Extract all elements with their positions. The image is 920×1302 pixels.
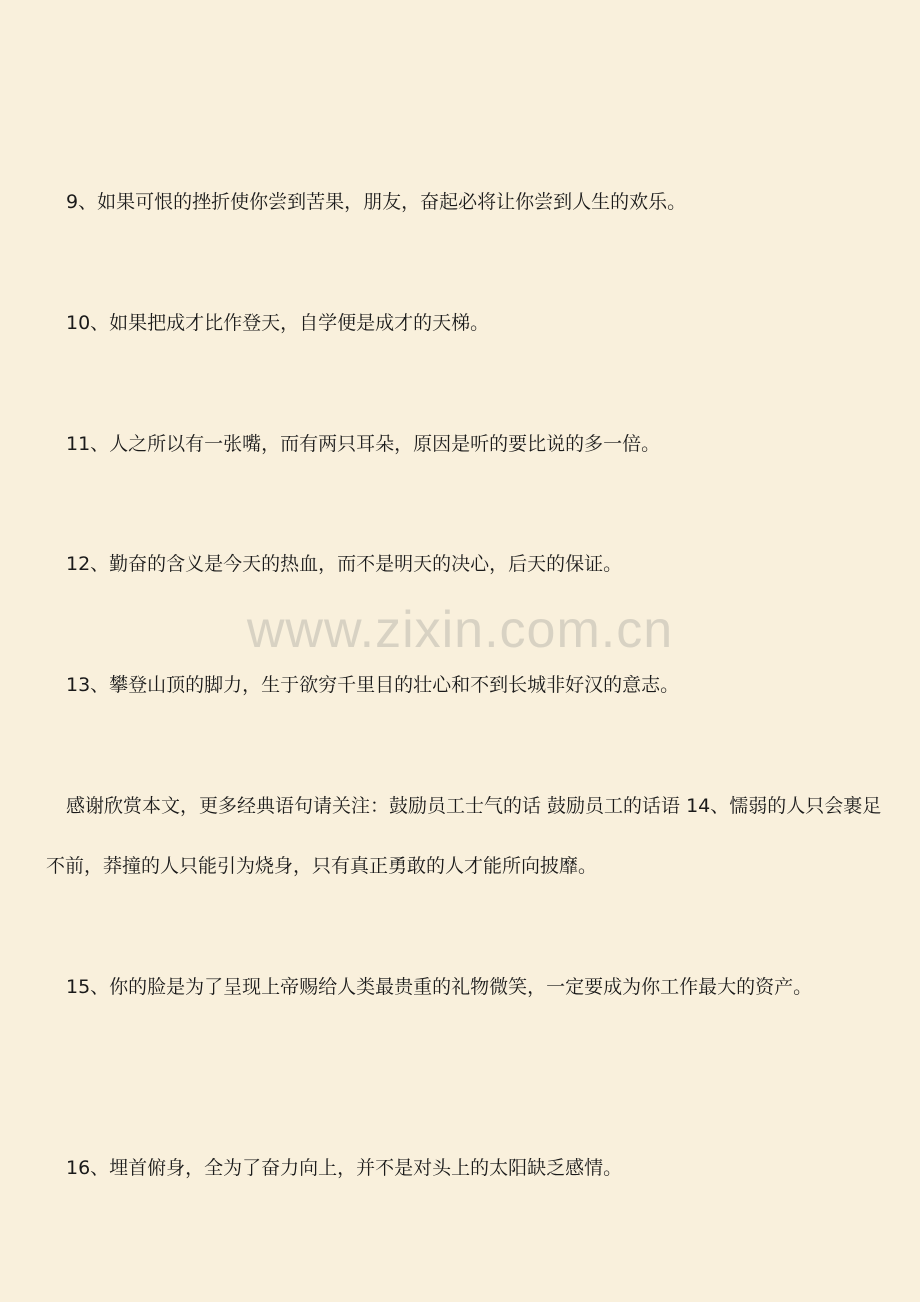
- paragraph-9: 9、如果可恨的挫折使你尝到苦果，朋友，奋起必将让你尝到人生的欢乐。: [66, 191, 687, 213]
- paragraph-13: 13、攀登山顶的脚力，生于欲穷千里目的壮心和不到长城非好汉的意志。: [66, 674, 680, 696]
- paragraph-15: 15、你的脸是为了呈现上帝赐给人类最贵重的礼物微笑，一定要成为你工作最大的资产。: [66, 976, 813, 998]
- paragraph-11: 11、人之所以有一张嘴，而有两只耳朵，原因是听的要比说的多一倍。: [66, 433, 661, 455]
- paragraph-14: 感谢欣赏本文，更多经典语句请关注：鼓励员工士气的话 鼓励员工的话语 14、懦弱的人只会裹足不前，莽撞的人只能引为烧身，只有真正勇敢的人才能所向披靡。: [46, 795, 882, 877]
- watermark: www.zixin.com.cn: [246, 601, 674, 659]
- paragraph-10: 10、如果把成才比作登天，自学便是成才的天梯。: [66, 312, 490, 334]
- paragraph-12: 12、勤奋的含义是今天的热血，而不是明天的决心，后天的保证。: [66, 553, 623, 575]
- paragraph-16: 16、埋首俯身，全为了奋力向上，并不是对头上的太阳缺乏感情。: [66, 1157, 623, 1179]
